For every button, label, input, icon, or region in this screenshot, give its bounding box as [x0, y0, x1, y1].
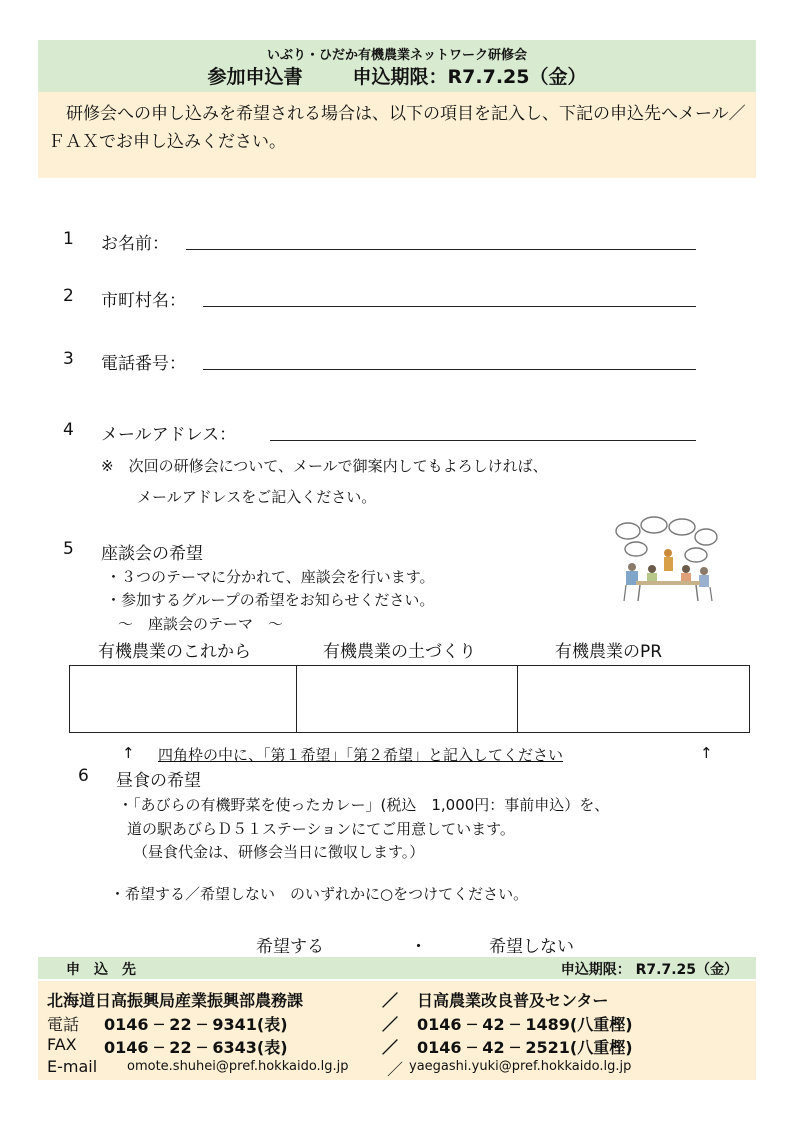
lunch-heading: 昼食の希望 — [116, 771, 201, 791]
fax-row — [47, 1035, 633, 1057]
title-text: 参加申込書 — [207, 66, 303, 88]
option-separator: ・ — [410, 937, 427, 957]
event-subtitle: いぶり・ひだか有機農業ネットワーク研修会 — [266, 48, 527, 63]
up-arrow-icon-right: ↑ — [700, 744, 713, 762]
intro-band — [38, 92, 756, 178]
application-label: 申込先 — [66, 962, 150, 978]
lunch-instruction: ・希望する／希望しない のいずれかに○をつけてください。 — [110, 885, 529, 903]
up-arrow-icon-left: ↑ — [122, 744, 135, 762]
preference-grid — [69, 665, 750, 733]
preference-box-future[interactable] — [70, 666, 297, 732]
fax-slash: ／ — [382, 1038, 399, 1057]
phone-label: 電話番号： — [101, 354, 186, 374]
lunch-line-2: 道の駅あびらＤ５１ステーションにてご用意しています。 — [127, 820, 515, 838]
municipality-label: 市町村名： — [101, 291, 186, 311]
header-band — [38, 40, 756, 92]
phone-input-line[interactable] — [203, 369, 696, 370]
theme-soil: 有機農業の土づくり — [323, 642, 476, 662]
lunch-option-yes[interactable]: 希望する — [256, 937, 324, 957]
fax-number-2: 0146 ─ 42 ─ 2521(八重樫) — [417, 1038, 633, 1057]
field-number-1: 1 — [63, 229, 74, 249]
lunch-option-no[interactable]: 希望しない — [489, 937, 574, 957]
theme-future: 有機農業のこれから — [98, 642, 251, 662]
section-number-5: 5 — [63, 539, 74, 559]
preference-box-pr[interactable] — [518, 666, 748, 732]
org-row — [47, 988, 609, 1011]
field-number-3: 3 — [63, 349, 74, 369]
org-1: 北海道日高振興局産業振興部農務課 — [47, 991, 304, 1010]
theme-heading: ～ 座談会のテーマ ～ — [118, 615, 284, 633]
discussion-illustration — [612, 515, 720, 603]
application-deadline: 申込期限： R7.7.25（金） — [560, 962, 738, 978]
discussion-bullet-1: ・３つのテーマに分かれて、座談会を行います。 — [106, 568, 435, 586]
municipality-input-line[interactable] — [203, 306, 696, 307]
form-title — [38, 62, 756, 89]
field-number-4: 4 — [63, 420, 74, 440]
contact-box — [38, 981, 756, 1080]
application-bar — [38, 957, 756, 979]
fax-row-label: FAX — [47, 1035, 77, 1054]
lunch-line-3: （昼食代金は、研修会当日に徴収します。） — [133, 843, 425, 861]
header-deadline: 申込期限：R7.7.25（金） — [352, 66, 587, 88]
fax-number-1: 0146 ─ 22 ─ 6343(表) — [104, 1038, 288, 1057]
discussion-bullet-2: ・参加するグループの希望をお知らせください。 — [106, 591, 435, 609]
email-slash: ／ — [387, 1060, 404, 1079]
phone-row-label: 電話 — [47, 1015, 80, 1034]
intro-text: 研修会への申し込みを希望される場合は、以下の項目を記入し、下記の申込先へメール／ＦＡＸでお申し込みください。 — [48, 104, 746, 152]
email-input-line[interactable] — [270, 440, 696, 441]
discussion-heading: 座談会の希望 — [101, 544, 203, 564]
preference-box-soil[interactable] — [297, 666, 518, 732]
email-address-1[interactable]: omote.shuhei@pref.hokkaido.lg.jp — [127, 1059, 349, 1074]
name-label: お名前： — [101, 234, 169, 254]
email-note-line1: ※ 次回の研修会について、メールで御案内してもよろしければ、 — [101, 457, 548, 475]
theme-pr: 有機農業のPR — [555, 642, 663, 662]
field-number-2: 2 — [63, 286, 74, 306]
phone-number-1: 0146 ─ 22 ─ 9341(表) — [104, 1015, 288, 1034]
lunch-line-1: ・「あびらの有機野菜を使ったカレー」(税込 1,000円：事前申込）を、 — [118, 796, 610, 814]
phone-number-2: 0146 ─ 42 ─ 1489(八重樫) — [417, 1015, 633, 1034]
org-2: 日高農業改良普及センター — [417, 991, 609, 1010]
email-label: メールアドレス： — [101, 425, 237, 445]
preference-instruction: 四角枠の中に、「第１希望」「第２希望」と記入してください — [158, 746, 564, 764]
email-row-label: E-mail — [47, 1057, 98, 1076]
org-slash: ／ — [382, 991, 399, 1010]
name-input-line[interactable] — [186, 249, 696, 250]
email-row — [47, 1057, 632, 1079]
email-address-2[interactable]: yaegashi.yuki@pref.hokkaido.lg.jp — [409, 1059, 632, 1074]
email-note-line2: メールアドレスをご記入ください。 — [137, 488, 377, 506]
phone-slash: ／ — [382, 1015, 399, 1034]
section-number-6: 6 — [78, 766, 89, 786]
phone-row — [47, 1012, 633, 1035]
